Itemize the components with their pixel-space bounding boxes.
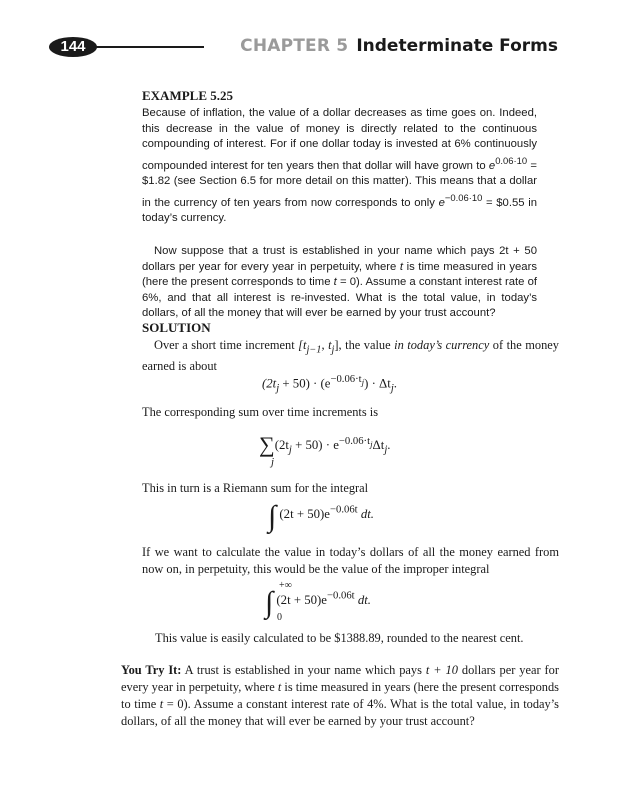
equation-4	[265, 580, 371, 623]
math-sub: j	[331, 344, 335, 356]
text-run: = 0). Assume a constant interest rate of 4%. What is the total value, in today’s dollars, of all the money that will ever be earned by your trust account?	[121, 697, 559, 728]
text-run: Over a short time increment	[154, 338, 299, 352]
you-try-it-label: You Try It:	[121, 663, 182, 677]
solution-heading: SOLUTION	[142, 320, 211, 335]
text-run: , the value	[338, 338, 395, 352]
math: Δt	[372, 438, 385, 452]
math-sub: j−1	[306, 344, 322, 356]
math: .	[393, 376, 397, 391]
math-var: t	[399, 260, 404, 273]
text-run: of the money earned is about	[142, 338, 559, 374]
math: .	[387, 438, 391, 452]
math: (2t + 50)e	[279, 507, 330, 521]
math-exponent: −0.06·10	[444, 191, 483, 203]
math: (2t	[274, 438, 289, 452]
solution-paragraph-2: The corresponding sum over time increments is	[142, 405, 379, 419]
text-run: Now suppose that a trust is established in your name which pays	[154, 245, 500, 257]
math-sub: j	[361, 377, 365, 388]
text-run: Because of inflation, the value of a dollar decreases as time goes on. Indeed, this decrease in the value of money is directly related to the continuous compounding of interest. For if one dollar today is invested at 6% continuously compounded interest for ten years then that dollar will have grown to	[142, 107, 537, 172]
page-header	[0, 0, 620, 70]
chapter-heading	[240, 36, 558, 56]
chapter-title: Indeterminate Forms	[356, 36, 558, 56]
text-run: is time measured in years (here the present corresponds to time	[121, 680, 559, 711]
text-run: = $0.55 in today’s currency.	[142, 196, 538, 225]
emphasis-text: in today’s currency	[394, 338, 490, 352]
math-exponent: 0.06·10	[495, 154, 528, 166]
math-sub: j	[384, 444, 388, 456]
math-sub: j	[288, 444, 292, 456]
integral-upper-limit: +∞	[279, 580, 292, 591]
math-var: t	[333, 276, 337, 289]
solution-paragraph-3: This in turn is a Riemann sum for the integral	[142, 481, 369, 495]
text-run: is time measured in years (here the present corresponds to time	[142, 260, 537, 289]
example-paragraph-2	[142, 244, 537, 322]
math: (2t + 50)e	[276, 593, 327, 607]
math: + 50) · e	[291, 438, 339, 452]
math-interval: [t	[298, 338, 307, 352]
text-run: A trust is established in your name which pays	[181, 663, 426, 677]
math: dt.	[357, 507, 374, 521]
text-run: = $1.82 (see Section 6.5 for more detail on this matter). This means that a dollar in the currency of ten years from now corresponds to only	[142, 159, 537, 209]
integral-symbol: ∫	[268, 500, 277, 533]
page-number-text: 144	[60, 38, 86, 55]
math-sub: j	[370, 438, 373, 449]
math: (2t	[262, 376, 277, 391]
math-exponent: −0.06·t	[330, 374, 362, 385]
equation-3	[268, 500, 374, 534]
math-interval: , t	[321, 338, 332, 352]
math: dt.	[354, 593, 371, 607]
page-number	[49, 37, 97, 57]
math-sub: j	[390, 382, 394, 394]
math-e: e	[438, 196, 445, 209]
math-exponent: −0.06t	[330, 504, 358, 516]
solution-paragraph-1	[142, 337, 559, 375]
equation-2	[259, 432, 391, 468]
math-rate: t + 10	[425, 663, 458, 677]
header-rule	[92, 46, 204, 48]
sigma-symbol: ∑	[259, 432, 275, 457]
math-rate: 2t + 50	[499, 245, 537, 257]
integral-symbol: ∫	[265, 586, 274, 619]
math-exponent: −0.06t	[327, 590, 355, 602]
math-sub: j	[276, 382, 280, 394]
you-try-it-paragraph	[121, 662, 559, 730]
chapter-label: CHAPTER 5	[240, 36, 349, 56]
math: + 50) · (e	[279, 376, 331, 391]
math-e: e	[488, 159, 496, 172]
solution-paragraph-4: If we want to calculate the value in today’s dollars of all the money earned from now on, in perpetuity, this would be the value of the improper integral	[142, 545, 559, 576]
math-interval: ]	[334, 338, 339, 352]
text-run: = 0). Assume a constant interest rate of 6%, and that all interest is re-invested. What is the total value, in today’s dollars, of all the money that will ever be earned by your trust account?	[142, 276, 537, 320]
example-paragraph-1	[142, 106, 537, 227]
math: ) · Δt	[364, 376, 391, 391]
sigma-index: j	[271, 456, 275, 468]
math-var: t	[277, 680, 282, 694]
text-run: dollars per year for every year in perpetuity, where	[142, 260, 400, 273]
math-var: t	[159, 697, 164, 711]
math-exponent: −0.06·t	[338, 435, 371, 447]
integral-lower-limit: 0	[277, 612, 282, 623]
example-heading: EXAMPLE 5.25	[142, 88, 233, 103]
text-run: dollars per year for every year in perpetuity, where	[121, 663, 559, 694]
equation-1	[262, 374, 397, 394]
solution-paragraph-5: This value is easily calculated to be $1388.89, rounded to the nearest cent.	[155, 631, 524, 645]
